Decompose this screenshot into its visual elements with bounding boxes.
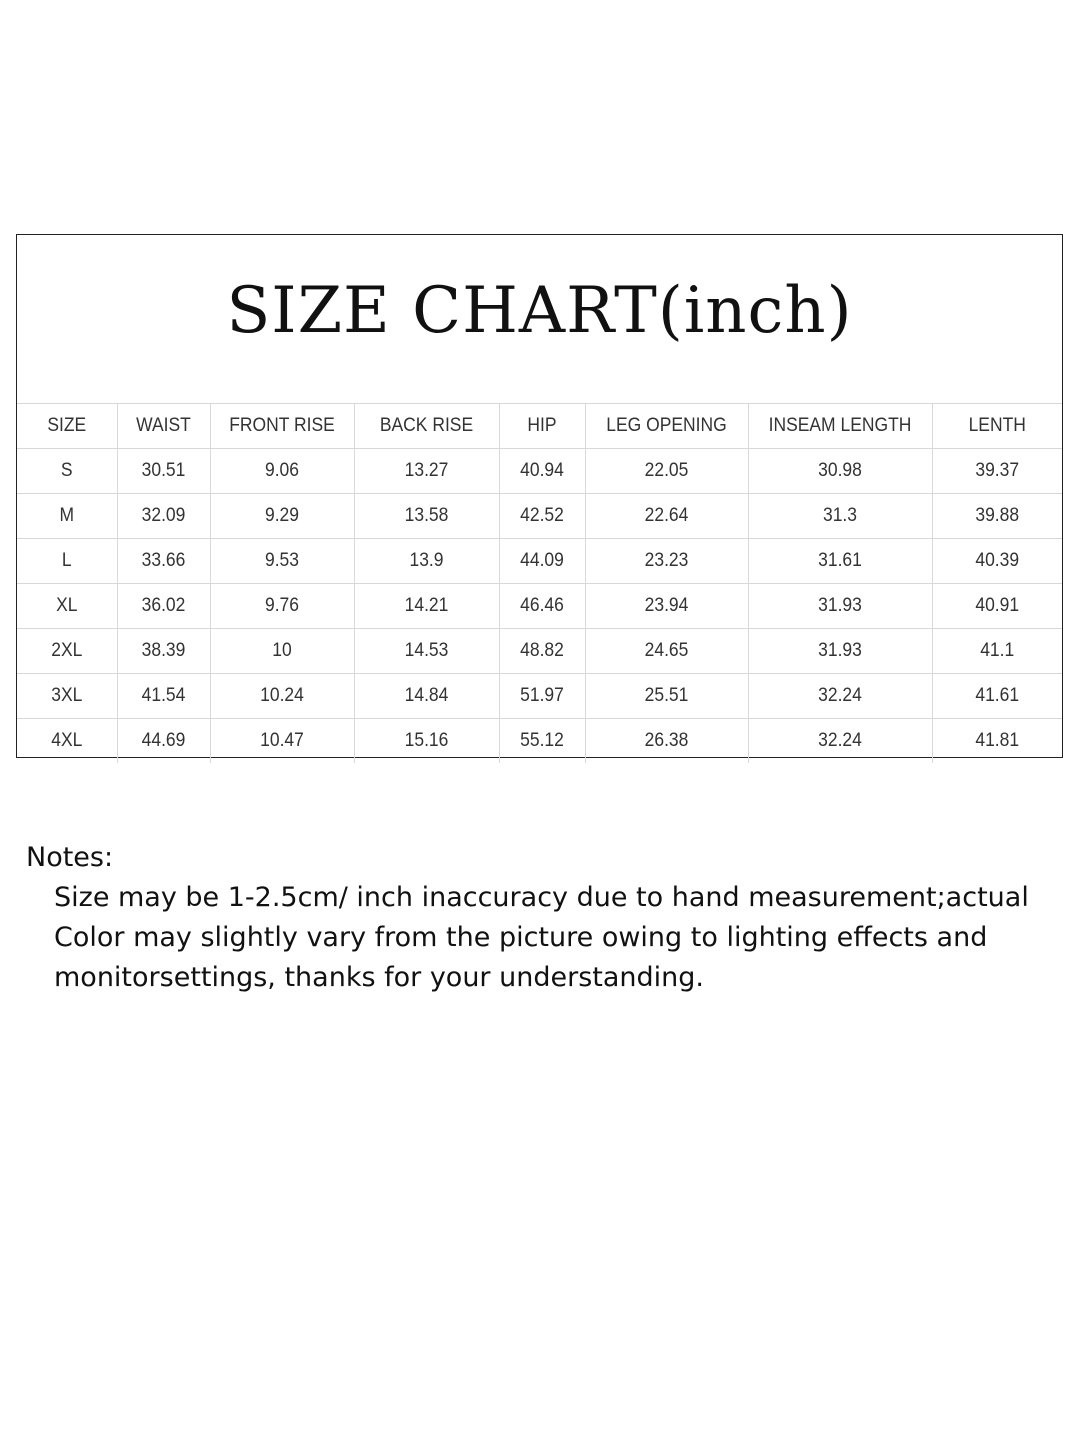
cell-lenth: 39.88	[937, 494, 1057, 539]
cell-back-rise: 13.27	[360, 449, 493, 494]
cell-lenth: 41.81	[975, 730, 1020, 751]
cell-size: 4XL	[21, 719, 113, 764]
cell-waist: 30.51	[121, 449, 207, 494]
table-row	[17, 674, 1062, 719]
cell-front-rise: 9.76	[216, 584, 348, 629]
cell-back-rise: 13.58	[360, 494, 493, 539]
column-header-lenth: LENTH	[937, 404, 1057, 449]
cell-front-rise: 9.53	[216, 539, 348, 584]
cell-size: XL	[21, 584, 113, 629]
cell-leg-opening: 22.64	[592, 494, 742, 539]
cell-waist: 33.66	[121, 539, 207, 584]
cell-leg-opening: 23.94	[592, 584, 742, 629]
cell-hip: 42.52	[502, 494, 581, 539]
cell-front-rise: 10	[216, 629, 348, 674]
size-chart-box	[16, 234, 1063, 758]
cell-inseam-length: 31.61	[755, 539, 924, 584]
cell-lenth: 40.91	[937, 584, 1057, 629]
cell-size: S	[21, 449, 113, 494]
cell-inseam-length: 31.93	[755, 629, 924, 674]
cell-inseam-length: 31.3	[755, 494, 924, 539]
cell-hip: 55.12	[502, 719, 581, 764]
table-row	[17, 449, 1062, 494]
cell-leg-opening: 25.51	[592, 674, 742, 719]
column-header-inseam-length: INSEAM LENGTH	[755, 404, 924, 449]
cell-back-rise: 14.53	[360, 629, 493, 674]
column-header-hip: HIP	[502, 404, 581, 449]
cell-lenth: 39.37	[937, 449, 1057, 494]
cell-front-rise: 10.24	[216, 674, 348, 719]
column-header-leg-opening: LEG OPENING	[592, 404, 742, 449]
notes-heading: Notes:	[26, 842, 114, 873]
cell-back-rise: 14.84	[360, 674, 493, 719]
cell-back-rise: 14.21	[360, 584, 493, 629]
cell-size: 3XL	[21, 674, 113, 719]
cell-lenth: 41.61	[937, 674, 1057, 719]
cell-front-rise: 9.29	[216, 494, 348, 539]
column-header-front-rise: FRONT RISE	[216, 404, 348, 449]
cell-inseam-length: 32.24	[755, 674, 924, 719]
cell-inseam-length: 30.98	[755, 449, 924, 494]
chart-title: SIZE CHART(inch)	[226, 274, 853, 348]
column-header-back-rise: BACK RISE	[360, 404, 493, 449]
cell-leg-opening: 26.38	[592, 719, 742, 764]
cell-size: M	[21, 494, 113, 539]
notes-text: Size may be 1-2.5cm/ inch inaccuracy due to hand measurement;actual Color may slightly vary from the picture owing to lighting effects and monitorsettings, thanks for your understanding.	[54, 882, 1029, 993]
notes-section	[26, 838, 1046, 998]
table-row	[17, 584, 1062, 629]
cell-size: 2XL	[21, 629, 113, 674]
cell-hip: 48.82	[502, 629, 581, 674]
table-header-row	[17, 404, 1062, 449]
cell-front-rise: 9.06	[216, 449, 348, 494]
cell-hip: 44.09	[502, 539, 581, 584]
cell-waist: 36.02	[121, 584, 207, 629]
cell-back-rise: 13.9	[360, 539, 493, 584]
cell-waist: 32.09	[121, 494, 207, 539]
cell-waist: 41.54	[121, 674, 207, 719]
cell-lenth: 41.1	[937, 629, 1057, 674]
cell-leg-opening: 23.23	[592, 539, 742, 584]
cell-leg-opening: 22.05	[592, 449, 742, 494]
cell-back-rise: 15.16	[360, 719, 493, 764]
column-header-waist: WAIST	[121, 404, 207, 449]
table-row	[17, 539, 1062, 584]
cell-hip: 46.46	[502, 584, 581, 629]
column-header-size: SIZE	[21, 404, 113, 449]
cell-hip: 51.97	[502, 674, 581, 719]
size-table	[17, 403, 1062, 763]
cell-lenth: 40.39	[937, 539, 1057, 584]
cell-size: L	[21, 539, 113, 584]
cell-front-rise: 10.47	[216, 719, 348, 764]
cell-inseam-length: 31.93	[755, 584, 924, 629]
cell-leg-opening: 24.65	[592, 629, 742, 674]
table-row	[17, 629, 1062, 674]
cell-waist: 44.69	[121, 719, 207, 764]
table-row	[17, 719, 1062, 764]
cell-inseam-length: 32.24	[755, 719, 924, 764]
table-row	[17, 494, 1062, 539]
cell-hip: 40.94	[502, 449, 581, 494]
cell-waist: 38.39	[121, 629, 207, 674]
